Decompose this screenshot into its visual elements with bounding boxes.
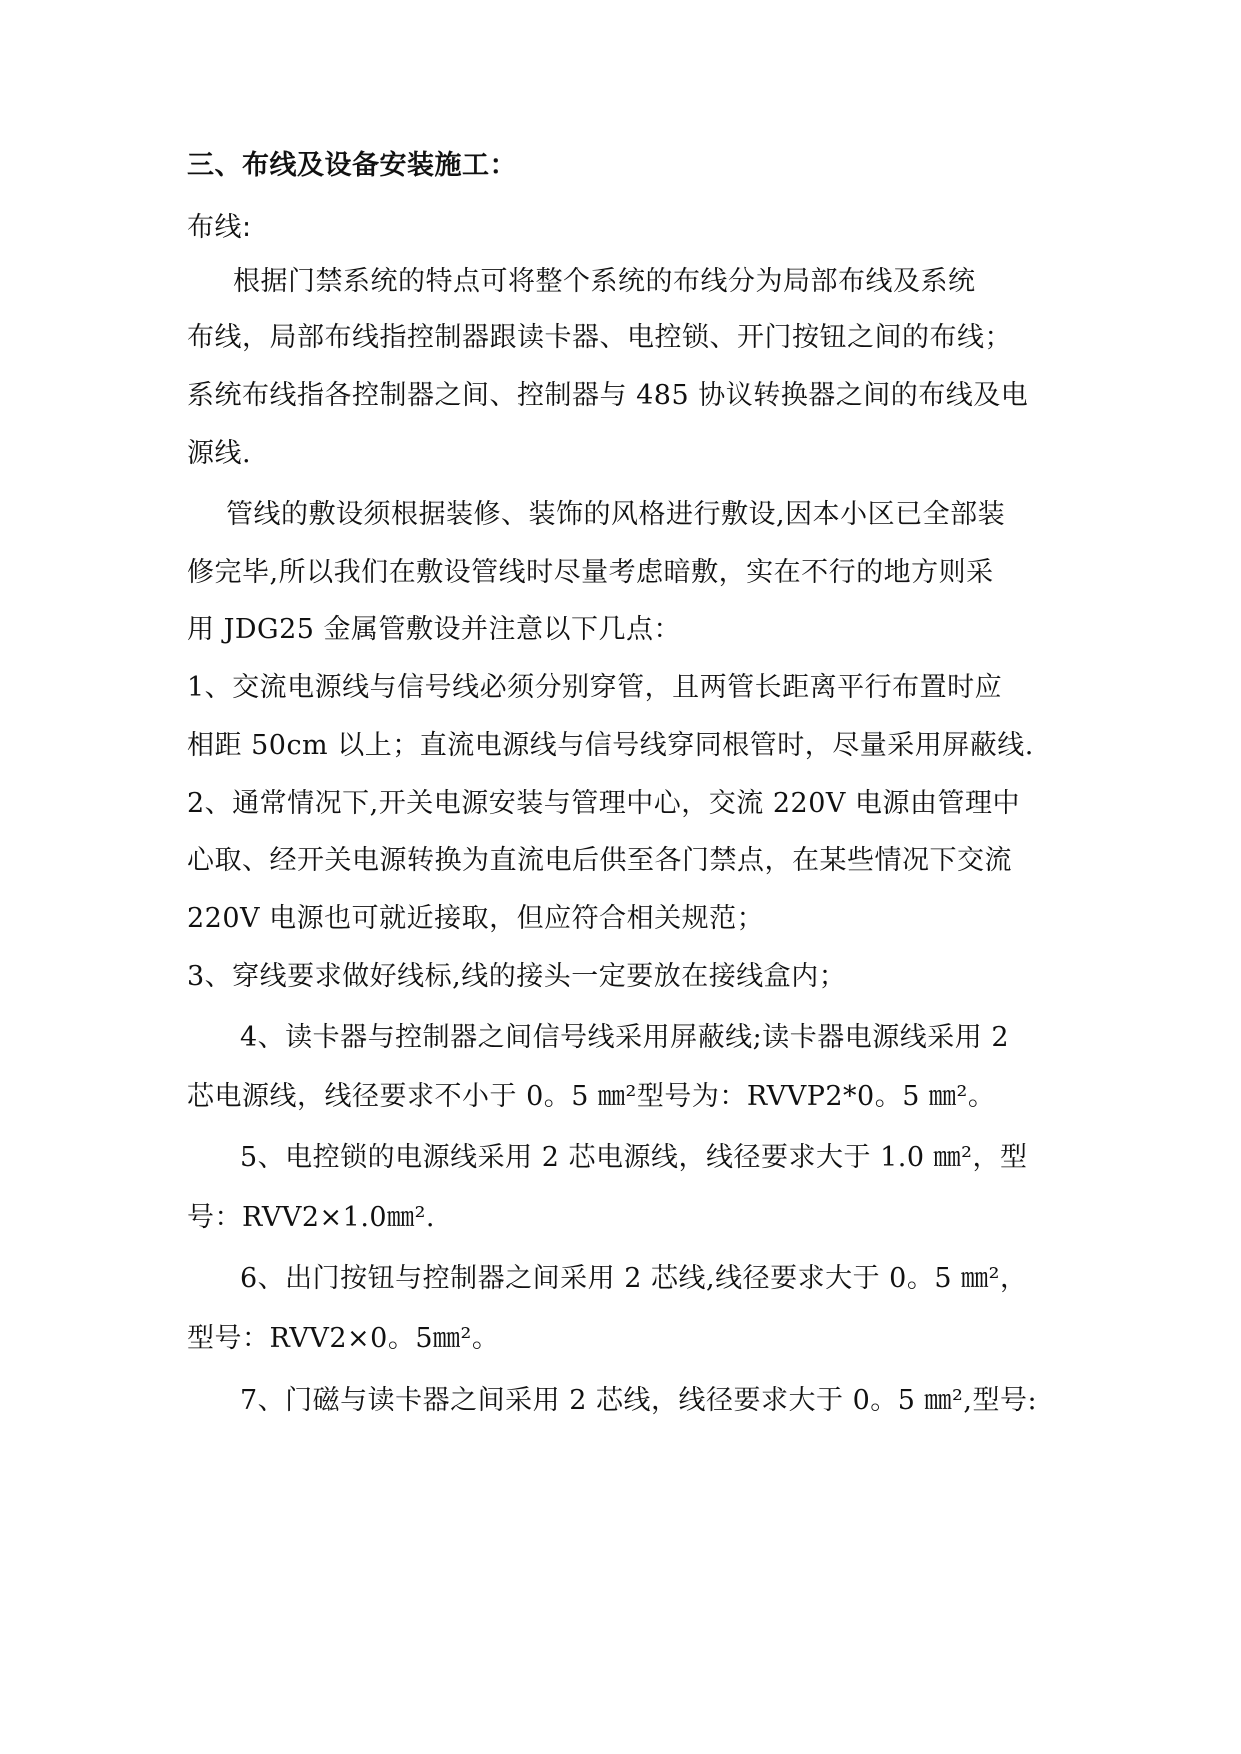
item-1-line-2: 相距 50cm 以上；直流电源线与信号线穿同根管时，尽量采用屏蔽线. — [187, 730, 1034, 761]
item-5-line-1: 5、电控锁的电源线采用 2 芯电源线，线径要求大于 1.0 ㎜²，型 — [240, 1142, 1028, 1173]
paragraph-1-line-2: 布线，局部布线指控制器跟读卡器、电控锁、开门按钮之间的布线； — [187, 322, 1012, 353]
section-heading: 三、布线及设备安装施工： — [187, 150, 517, 181]
paragraph-2-line-1: 管线的敷设须根据装修、装饰的风格进行敷设,因本小区已全部装 — [226, 499, 1006, 530]
paragraph-1-line-3: 系统布线指各控制器之间、控制器与 485 协议转换器之间的布线及电 — [187, 380, 1029, 411]
item-6-line-2: 型号：RVV2×0。5㎜²。 — [187, 1323, 500, 1354]
item-3-line-1: 3、穿线要求做好线标,线的接头一定要放在接线盒内； — [187, 961, 847, 992]
item-4-line-2: 芯电源线，线径要求不小于 0。5 ㎜²型号为：RVVP2*0。5 ㎜²。 — [187, 1081, 996, 1112]
item-6-line-1: 6、出门按钮与控制器之间采用 2 芯线,线径要求大于 0。5 ㎜²， — [240, 1263, 1028, 1294]
subheading-wiring: 布线: — [187, 212, 252, 243]
item-2-line-1: 2、通常情况下,开关电源安装与管理中心，交流 220V 电源由管理中 — [187, 788, 1020, 819]
item-5-line-2: 号：RVV2×1.0㎜². — [187, 1202, 436, 1233]
item-2-line-3: 220V 电源也可就近接取，但应符合相关规范； — [187, 903, 765, 934]
paragraph-2-line-3: 用 JDG25 金属管敷设并注意以下几点： — [187, 614, 682, 645]
item-1-line-1: 1、交流电源线与信号线必须分别穿管，且两管长距离平行布置时应 — [187, 672, 1003, 703]
item-4-line-1: 4、读卡器与控制器之间信号线采用屏蔽线;读卡器电源线采用 2 — [240, 1022, 1010, 1053]
paragraph-1-line-4: 源线. — [187, 438, 252, 469]
paragraph-1-line-1: 根据门禁系统的特点可将整个系统的布线分为局部布线及系统 — [233, 266, 976, 297]
item-7-line-1: 7、门磁与读卡器之间采用 2 芯线，线径要求大于 0。5 ㎜²,型号: — [240, 1385, 1038, 1416]
paragraph-2-line-2: 修完毕,所以我们在敷设管线时尽量考虑暗敷，实在不行的地方则采 — [187, 557, 994, 588]
item-2-line-2: 心取、经开关电源转换为直流电后供至各门禁点，在某些情况下交流 — [187, 845, 1012, 876]
